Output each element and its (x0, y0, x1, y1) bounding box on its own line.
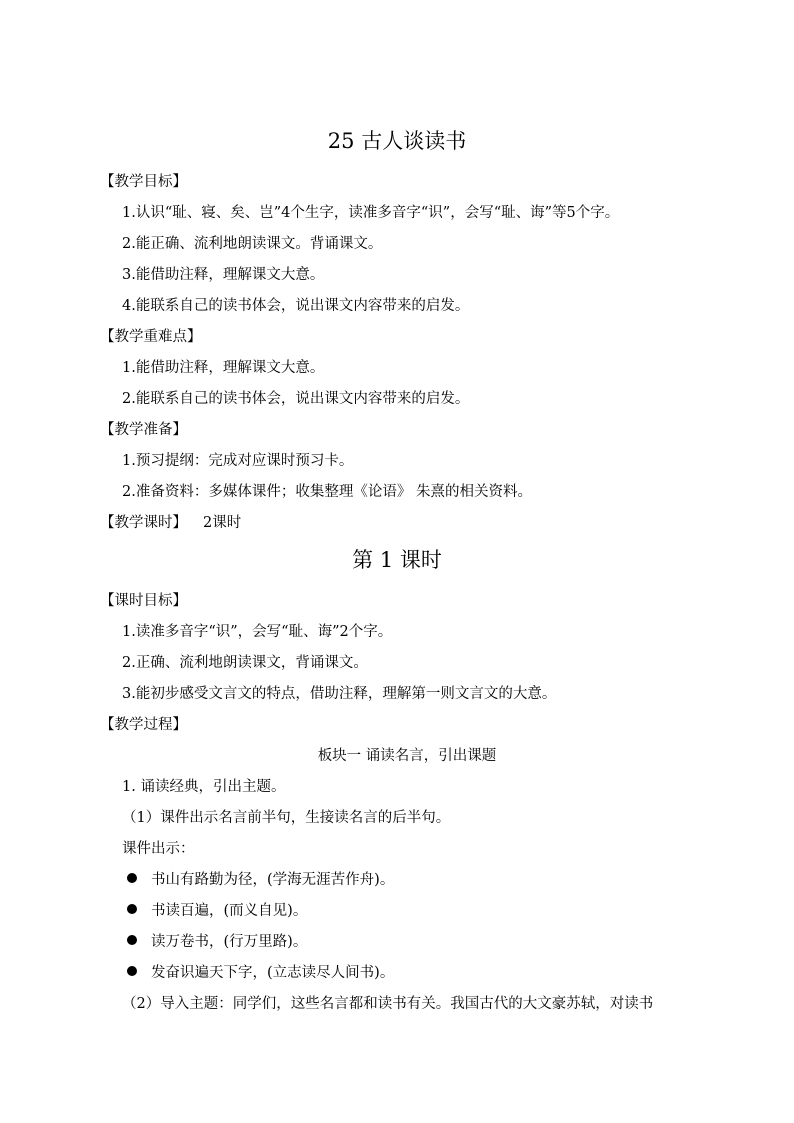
document-title: 25 古人谈读书 (327, 129, 467, 153)
lesson-title: 第 1 课时 (352, 548, 442, 572)
prep-item: 1.预习提纲：完成对应课时预习卡。 (122, 453, 354, 469)
block-title: 板块一 诵读名言，引出课题 (317, 748, 497, 764)
bullet-item: 发奋识遍天下字，(立志读尽人间书)。 (127, 963, 394, 983)
bullet-item: 读万卷书，(行万里路)。 (127, 932, 307, 952)
key-point-item: 2.能联系自己的读书体会，说出课文内容带来的启发。 (122, 391, 470, 407)
objective-item: 4.能联系自己的读书体会，说出课文内容带来的启发。 (122, 298, 470, 314)
prep-item: 2.准备资料：多媒体课件；收集整理《论语》 朱熹的相关资料。 (122, 484, 532, 500)
bullet-item: 书山有路勤为径，(学海无涯苦作舟)。 (127, 870, 394, 890)
bullet-dot-icon (127, 966, 137, 976)
step-subitem: （2）导入主题：同学们，这些名言都和读书有关。我国古代的大文豪苏轼，对读书 (122, 996, 654, 1012)
hours-row (100, 513, 241, 533)
hours-value: 2课时 (203, 515, 242, 531)
goal-item: 3.能初步感受文言文的特点，借助注释，理解第一则文言文的大意。 (122, 686, 557, 702)
bullet-dot-icon (127, 873, 137, 883)
objective-item: 2.能正确、流利地朗读课文。背诵课文。 (122, 236, 383, 252)
key-point-item: 1.能借助注释，理解课文大意。 (122, 360, 325, 376)
hours-heading: 【教学课时】 (100, 515, 187, 531)
goal-item: 2.正确、流利地朗读课文，背诵课文。 (122, 655, 368, 671)
step-item: 1. 诵读经典，引出主题。 (122, 779, 286, 795)
step-subitem: （1）课件出示名言前半句，生接读名言的后半句。 (122, 810, 451, 826)
key-points-heading: 【教学重难点】 (100, 329, 202, 345)
courseware-label: 课件出示： (122, 841, 195, 857)
bullet-dot-icon (127, 935, 137, 945)
bullet-item: 书读百遍，(而义自见)。 (127, 901, 307, 921)
prep-heading: 【教学准备】 (100, 422, 187, 438)
goals-heading: 【课时目标】 (100, 593, 187, 609)
objectives-heading: 【教学目标】 (100, 174, 187, 190)
goal-item: 1.读准多音字“识”，会写“耻、诲”2个字。 (122, 624, 393, 640)
objective-item: 3.能借助注释，理解课文大意。 (122, 267, 325, 283)
process-heading: 【教学过程】 (100, 717, 187, 733)
bullet-dot-icon (127, 904, 137, 914)
objective-item: 1.认识“耻、寝、矣、岂”4个生字，读准多音字“识”，会写“耻、诲”等5个字。 (122, 205, 620, 221)
